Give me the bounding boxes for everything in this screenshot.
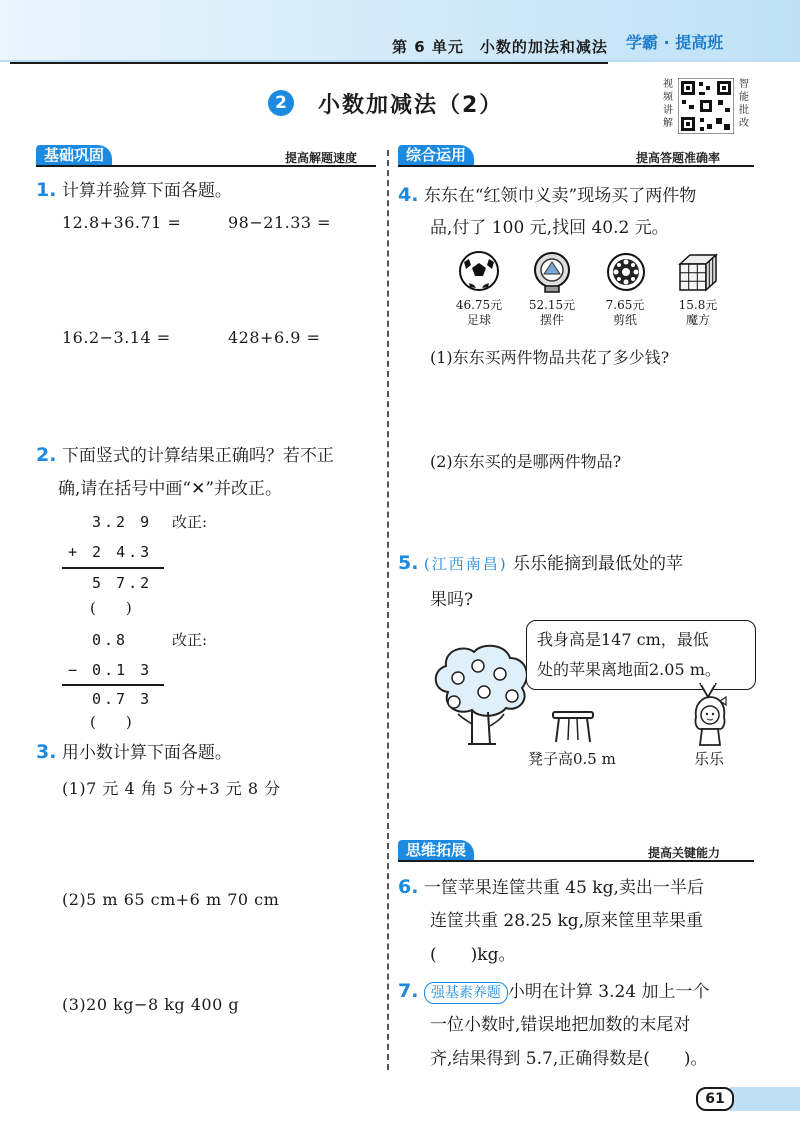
apple-tree-icon [428, 640, 536, 750]
paper-cut-icon [604, 252, 648, 292]
item-price: 46.75元 [455, 298, 503, 312]
item-name: 魔方 [685, 313, 710, 327]
question-6 [398, 875, 704, 900]
question-text-line2: 果吗? [430, 590, 474, 610]
calc2-op: − 0.1 3 [68, 661, 153, 679]
question-text-line2: 确,请在括号中画“✕”并改正。 [58, 479, 283, 499]
lesson-number: 2 [268, 90, 294, 116]
question-source: (江西南昌) [423, 555, 508, 573]
q3-part-2: (2)5 m 65 cm+6 m 70 cm [62, 890, 280, 909]
section-line-extension [398, 860, 754, 862]
bubble-line-1: 我身高是147 cm，最低 [537, 630, 709, 649]
soccer-ball-icon [455, 250, 503, 292]
question-number: 5. [398, 552, 419, 574]
calc1-answer-paren[interactable]: ( ) [90, 599, 132, 617]
question-5 [398, 551, 683, 576]
question-text-line1: 一筐苹果连筐共重 45 kg,卖出一半后 [423, 878, 704, 898]
question-text-line1: 小明在计算 3.24 加上一个 [507, 982, 710, 1002]
bubble-line-2: 处的苹果离地面2.05 m。 [537, 660, 721, 679]
question-number: 1. [36, 179, 57, 201]
calc2-rule [62, 684, 164, 686]
question-3 [36, 740, 232, 765]
expression: 428+6.9 = [228, 328, 321, 347]
item-price: 7.65元 [605, 298, 645, 312]
item-name: 剪纸 [612, 313, 637, 327]
question-tag: 强基素养题 [424, 982, 508, 1004]
item-paper-cut [590, 298, 660, 328]
ornament-icon [530, 250, 574, 294]
qr-code-icon[interactable] [678, 78, 734, 134]
question-text-line2: 连筐共重 28.25 kg,原来筐里苹果重 [430, 911, 704, 931]
girl-lele-icon [690, 695, 730, 747]
section-note-extension: 提高关键能力 [648, 846, 721, 860]
calc2-top: 0.8 [92, 631, 129, 649]
question-number: 7. [398, 980, 419, 1002]
question-text-line1: 下面竖式的计算结果正确吗？若不正 [61, 446, 334, 466]
section-tag-extension: 思维拓展 [398, 840, 474, 860]
question-number: 6. [398, 876, 419, 898]
question-text-line1: 乐乐能摘到最低处的苹 [512, 554, 683, 574]
item-ornament [517, 298, 587, 328]
unit-label: 第 6 单元 小数的加法和减法 [392, 38, 608, 56]
q3-part-1: (1)7 元 4 角 5 分+3 元 8 分 [62, 779, 281, 798]
expression: 12.8+36.71 = [62, 213, 182, 232]
item-rubiks-cube [663, 298, 733, 328]
expression: 98−21.33 = [228, 213, 332, 232]
section-tag-basic: 基础巩固 [36, 145, 112, 165]
question-4 [398, 183, 696, 208]
page-number: 61 [696, 1087, 734, 1111]
calc1-top: 3.2 9 [92, 513, 153, 531]
rubiks-cube-icon [676, 252, 720, 294]
section-note-basic: 提高解题速度 [285, 151, 358, 165]
girl-label: 乐乐 [694, 750, 725, 768]
item-price: 15.8元 [678, 298, 718, 312]
lesson-title: 小数加减法（2） [318, 93, 504, 118]
question-number: 2. [36, 444, 57, 466]
item-name: 足球 [466, 313, 491, 327]
section-line-comprehensive [398, 165, 754, 167]
section-note-comprehensive: 提高答题准确率 [636, 151, 721, 165]
question-2 [36, 443, 334, 468]
bubble-tail [698, 683, 720, 699]
question-text-line3: ( )kg。 [430, 945, 516, 965]
question-text-line3: 齐,结果得到 5.7,正确得数是( )。 [430, 1049, 708, 1069]
q4-sub-2: (2)东东买的是哪两件物品? [430, 452, 622, 471]
item-name: 摆件 [539, 313, 564, 327]
stool-label: 凳子高0.5 m [528, 750, 616, 768]
question-number: 3. [36, 741, 57, 763]
column-divider [387, 150, 389, 1070]
question-text: 用小数计算下面各题。 [61, 743, 232, 763]
item-soccer-ball [444, 298, 514, 328]
brand-tag: 学霸 · 提高班 [626, 33, 724, 52]
question-text-line2: 一位小数时,错误地把加数的末尾对 [430, 1015, 691, 1035]
calc1-result: 5 7.2 [92, 574, 153, 592]
expression: 16.2−3.14 = [62, 328, 171, 347]
calc1-rule [62, 567, 164, 569]
question-text-line1: 东东在“红领巾义卖”现场买了两件物 [423, 186, 697, 206]
header-rule [10, 62, 608, 64]
q3-part-3: (3)20 kg−8 kg 400 g [62, 995, 240, 1014]
qr-block [662, 78, 750, 138]
page-tab [730, 1087, 800, 1111]
section-tag-comprehensive: 综合运用 [398, 145, 474, 165]
question-text-line2: 品,付了 100 元,找回 40.2 元。 [430, 218, 669, 238]
question-7 [398, 979, 710, 1004]
question-text: 计算并验算下面各题。 [61, 181, 232, 201]
calc2-answer-paren[interactable]: ( ) [90, 713, 132, 731]
qr-right-label: 智能批改 [739, 79, 749, 129]
calc2-fix-label: 改正: [172, 631, 208, 649]
speech-bubble [526, 620, 756, 690]
calc1-fix-label: 改正: [172, 513, 208, 531]
question-1 [36, 178, 232, 203]
stool-icon [551, 710, 595, 744]
item-price: 52.15元 [528, 298, 576, 312]
calc1-op: + 2 4.3 [68, 543, 153, 561]
section-line-basic [36, 165, 376, 167]
calc2-result: 0.7 3 [92, 690, 153, 708]
qr-left-label: 视频讲解 [663, 79, 673, 129]
question-number: 4. [398, 184, 419, 206]
q4-sub-1: (1)东东买两件物品共花了多少钱? [430, 348, 670, 367]
